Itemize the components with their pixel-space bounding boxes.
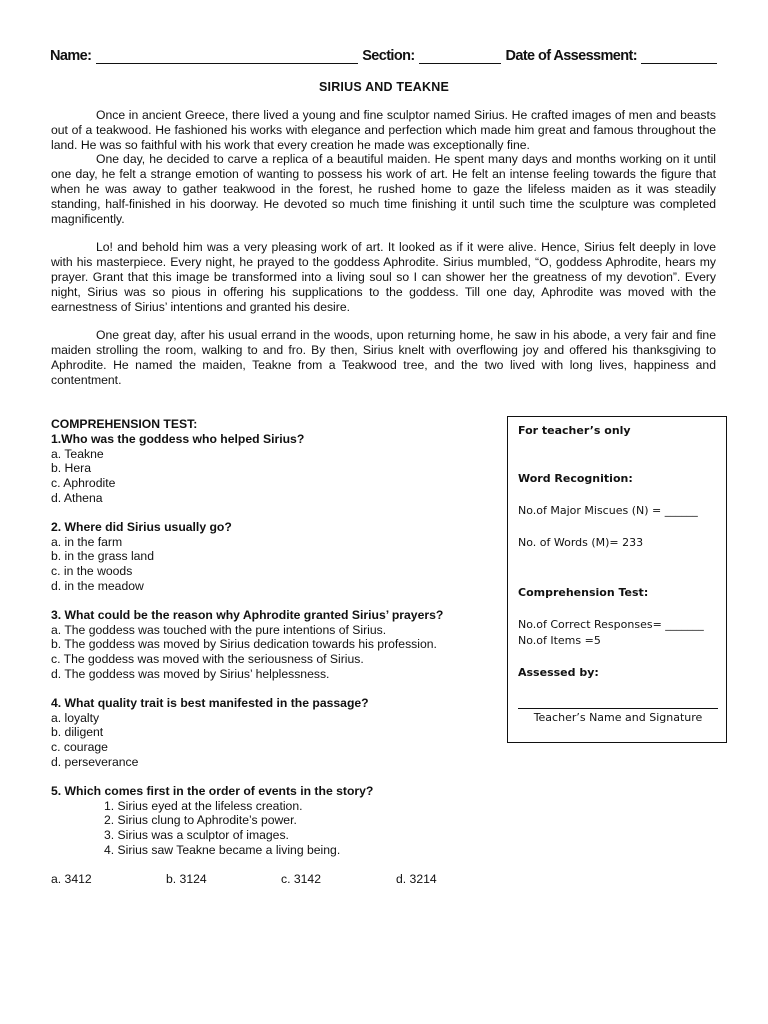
major-miscues-field[interactable]: No.of Major Miscues (N) = ______ (518, 504, 698, 517)
story-paragraph: One day, he decided to carve a replica of a beautiful maiden. He spent many days and months working on it until one day, he felt a strange emotion of wanting to possess his work of art. He felt an intense feeling towards the figure that when he was away to gather teakwood in the forest, he rushed home to gaze the lifeless maiden as it was steadily standing, half-finished in his doorway. He devoted so much time finishing it until such time the sculpture was completed magnificently. (51, 152, 716, 226)
signature-line[interactable] (518, 708, 718, 709)
option[interactable]: a. The goddess was touched with the pure intentions of Sirius. (51, 622, 387, 637)
question-3 (51, 608, 511, 682)
name-blank[interactable] (96, 49, 358, 64)
number-of-items: No.of Items =5 (518, 634, 601, 647)
option[interactable]: d. Athena (51, 490, 103, 505)
story-paragraph: Once in ancient Greece, there lived a young and fine sculptor named Sirius. He crafted images of men and beasts out of a teakwood. He fashioned his works with elegance and perfection which made him great and famous throughout the land. He was so faithful with his work that every creation he made was exceptionally fine. (51, 108, 716, 152)
option[interactable]: a. in the farm (51, 534, 123, 549)
quiz-heading: COMPREHENSION TEST: (51, 417, 198, 431)
option[interactable]: b. in the grass land (51, 549, 154, 564)
sequence-item: 1. Sirius eyed at the lifeless creation. (104, 798, 303, 813)
option[interactable]: c. courage (51, 740, 108, 755)
date-blank[interactable] (641, 49, 717, 64)
option[interactable]: c. The goddess was moved with the seriousness of Sirius. (51, 652, 364, 667)
sequence-item: 3. Sirius was a sculptor of images. (104, 828, 289, 843)
question-text: 3. What could be the reason why Aphrodite granted Sirius’ prayers? (51, 607, 444, 622)
date-label: Date of Assessment: (505, 48, 637, 64)
question-1 (51, 432, 511, 506)
option[interactable]: c. in the woods (51, 564, 133, 579)
option[interactable]: b. Hera (51, 461, 91, 476)
option[interactable]: d. perseverance (51, 754, 139, 769)
answer-option[interactable]: c. 3142 (281, 871, 321, 886)
header-fields (50, 48, 700, 68)
answer-option[interactable]: d. 3214 (396, 871, 437, 886)
comprehension-label: Comprehension Test: (518, 586, 649, 599)
section-blank[interactable] (419, 49, 501, 64)
assessed-by-label: Assessed by: (518, 666, 599, 679)
number-of-words: No. of Words (M)= 233 (518, 536, 644, 549)
question-text: 5. Which comes first in the order of events in the story? (51, 783, 374, 798)
teacher-box (507, 416, 727, 743)
option[interactable]: d. in the meadow (51, 578, 144, 593)
answer-option[interactable]: a. 3412 (51, 871, 92, 886)
signature-label: Teacher’s Name and Signature (533, 711, 703, 724)
option[interactable]: b. The goddess was moved by Sirius dedication towards his profession. (51, 637, 437, 652)
story-paragraph: Lo! and behold him was a very pleasing work of art. It looked as if it were alive. Hence, Sirius felt deeply in love with his masterpiece. Every night, he prayed to the goddess Aphrodite. Sirius mumbled, “O, goddess Aphrodite, hears my prayer. Grant that this image be transformed into a living soul so I can shower her the greatness of my devotion”. Every night, Sirius was so pious in offering his supplications to the goddess. Till one day, Aphrodite was moved with the earnestness of Sirius’ intentions and granted his desire. (51, 240, 716, 314)
answer-choices (51, 872, 511, 887)
name-label: Name: (50, 48, 92, 64)
option[interactable]: d. The goddess was moved by Sirius’ helplessness. (51, 666, 330, 681)
answer-option[interactable]: b. 3124 (166, 871, 207, 886)
story-paragraph: One great day, after his usual errand in the woods, upon returning home, he saw in his abode, a very fair and fine maiden strolling the room, walking to and fro. By then, Sirius knelt with overflowing joy and offered his thanksgiving to Aphrodite. He named the maiden, Teakne from a Teakwood tree, and the two lived with long lives, happiness and contentment. (51, 328, 716, 387)
question-text: 1.Who was the goddess who helped Sirius? (51, 431, 305, 446)
option[interactable]: a. loyalty (51, 710, 100, 725)
question-5 (51, 784, 511, 887)
comprehension-test (51, 417, 511, 887)
story-passage (51, 108, 716, 388)
word-recognition-label: Word Recognition: (518, 472, 633, 485)
story-title: SIRIUS AND TEAKNE (318, 80, 450, 94)
correct-responses-field[interactable]: No.of Correct Responses= _______ (518, 618, 704, 631)
option[interactable]: a. Teakne (51, 446, 104, 461)
sequence-item: 2. Sirius clung to Aphrodite’s power. (104, 813, 297, 828)
section-label: Section: (362, 48, 415, 64)
question-2 (51, 520, 511, 594)
sequence-item: 4. Sirius saw Teakne became a living being. (104, 842, 341, 857)
option[interactable]: c. Aphrodite (51, 476, 116, 491)
option[interactable]: b. diligent (51, 725, 104, 740)
question-text: 2. Where did Sirius usually go? (51, 519, 232, 534)
question-text: 4. What quality trait is best manifested in the passage? (51, 695, 369, 710)
teacher-box-title: For teacher’s only (518, 424, 631, 437)
question-4 (51, 696, 511, 770)
